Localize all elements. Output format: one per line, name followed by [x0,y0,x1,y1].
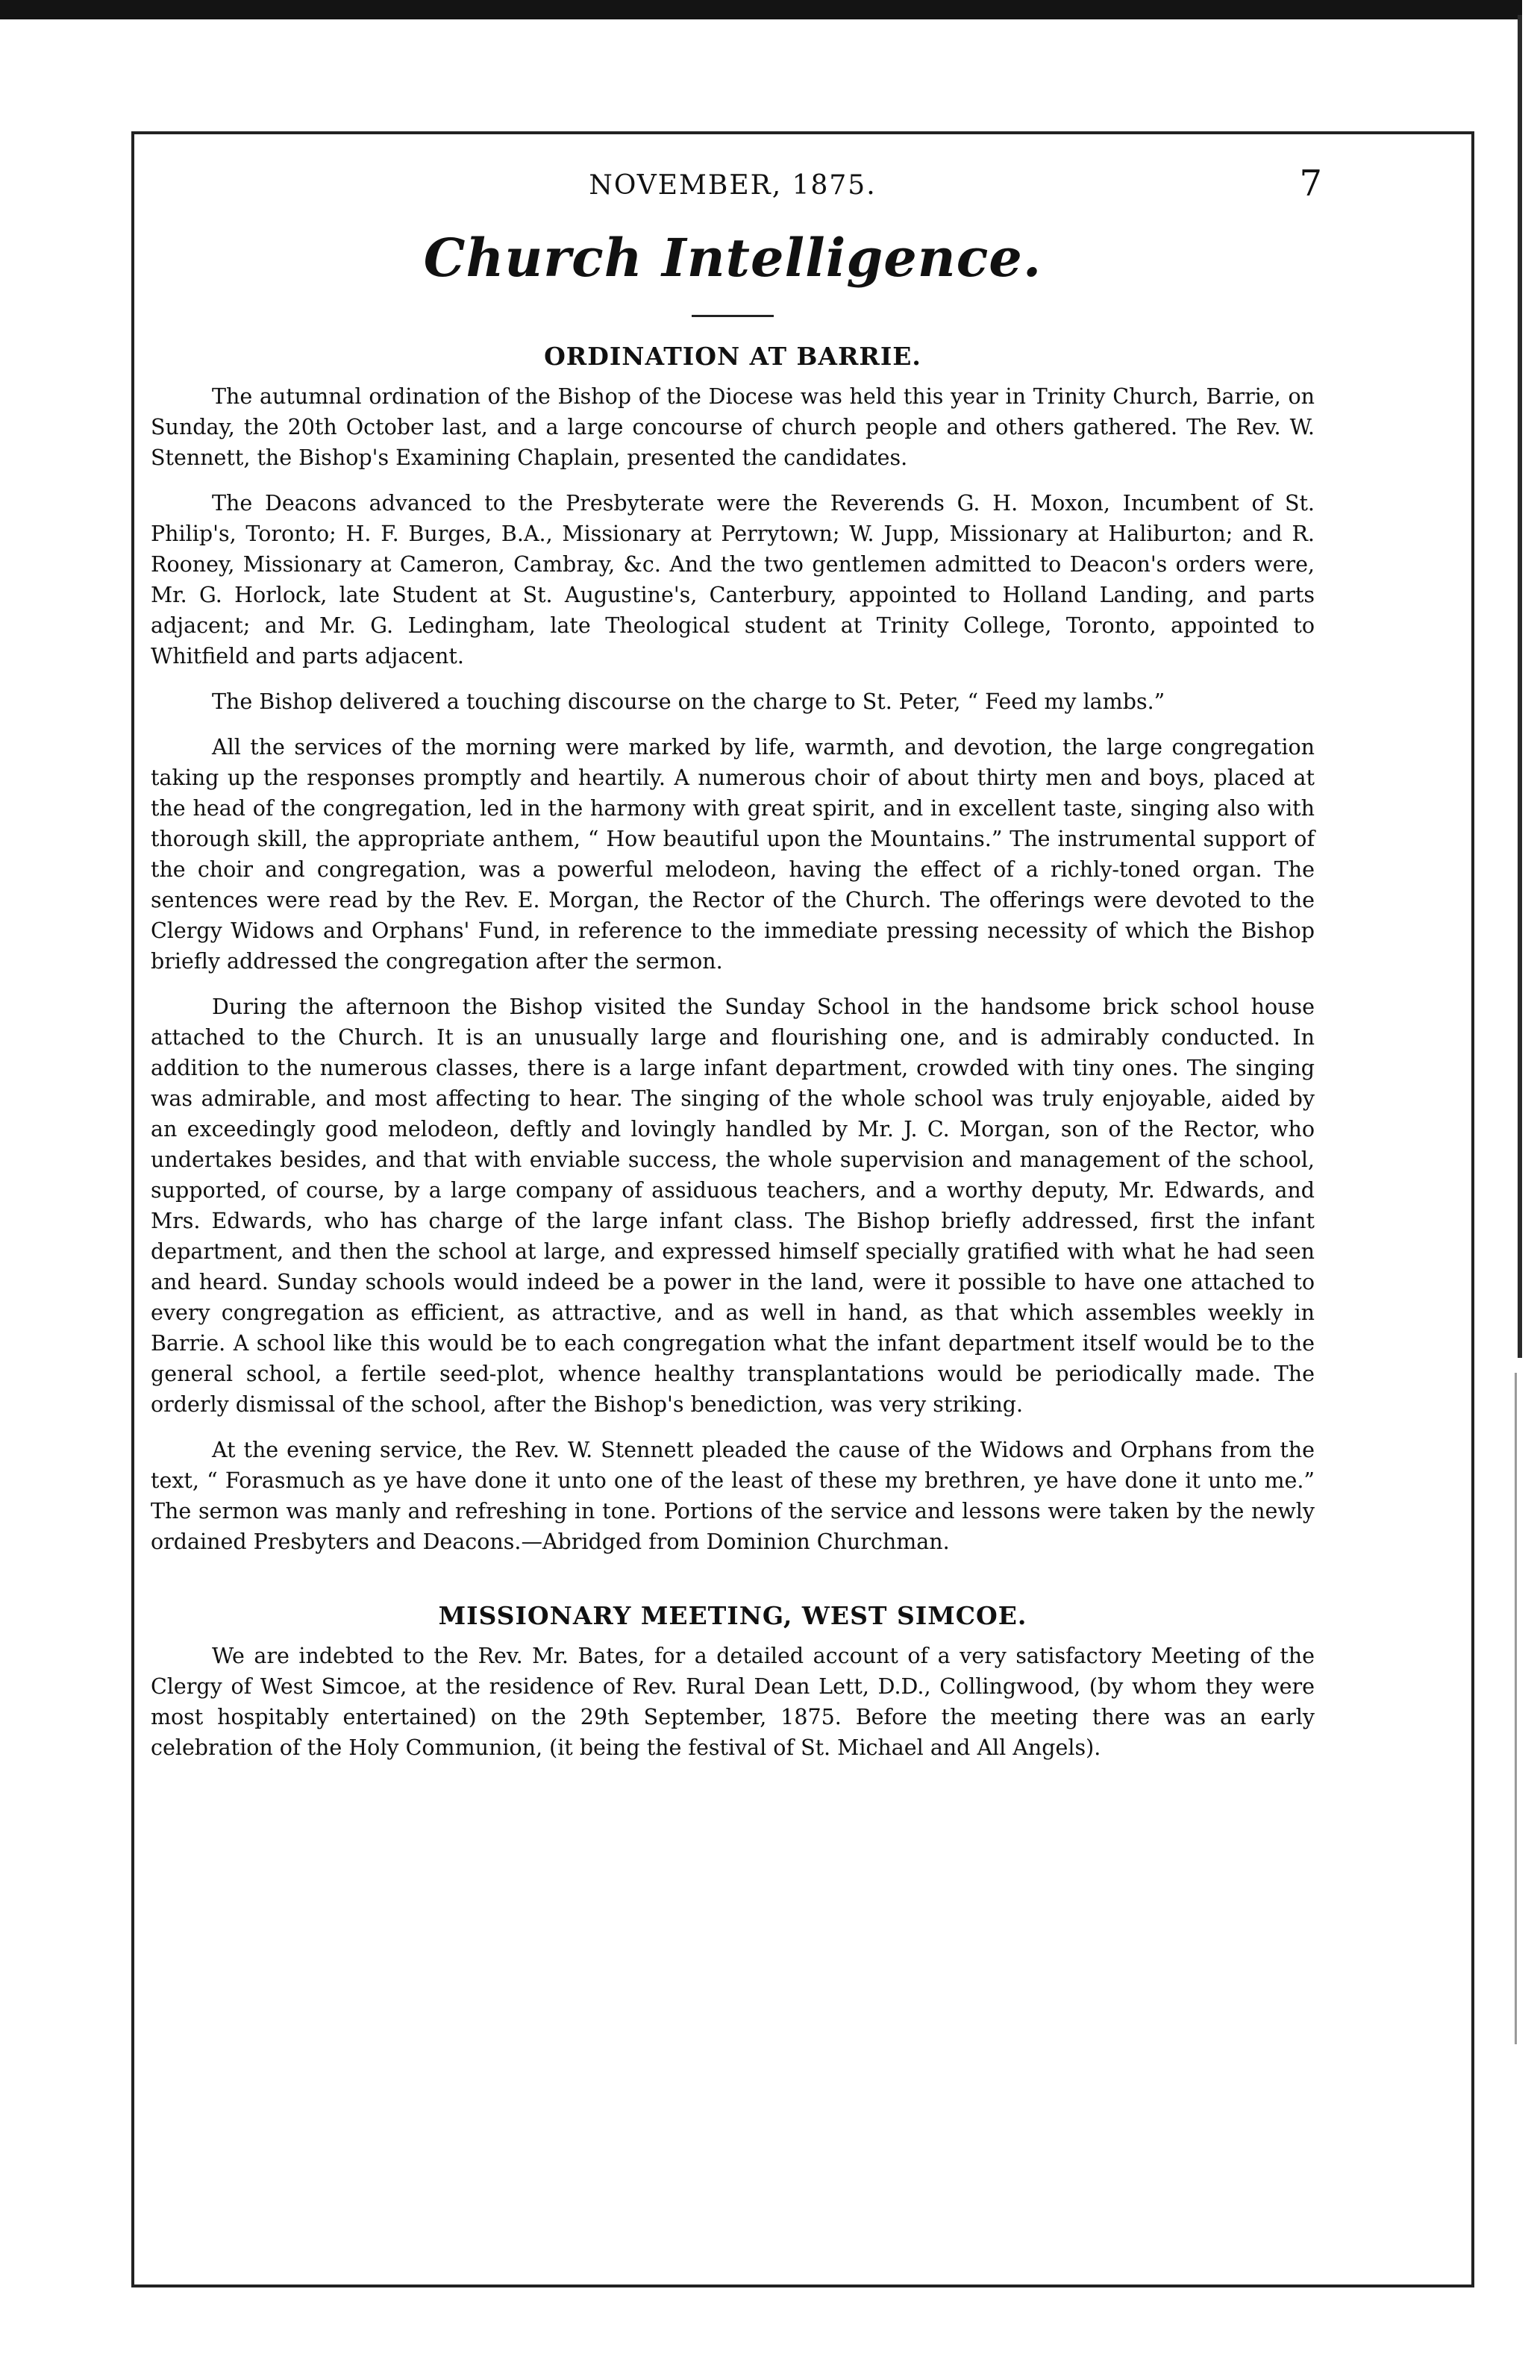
scan-border-top [0,0,1522,19]
page-frame-right [1471,131,1474,2287]
article-ordination [151,339,1315,1557]
issue-date: NOVEMBER, 1875. [589,170,877,201]
scan-border-right-lower [1515,1373,1517,2044]
article-missionary-meeting [151,1599,1315,1763]
paragraph: At the evening service, the Rev. W. Stennett pleaded the cause of the Widows and Orphans from the text, “ Forasmuch as ye have done it unto one of the least of these my brethren, ye have done it unto me.” The sermon was manly and refreshing in tone. Portions of the service and lessons were taken by the newly ordained Presbyters and Deacons.—Abridged from Dominion Churchman. [151,1438,1315,1554]
page-body [151,163,1322,1778]
paragraph: During the afternoon the Bishop visited the Sunday School in the handsome brick school house attached to the Church. It is an unusually large and flourishing one, and is admirably conducted. In addition to the numerous classes, there is a large infant department, crowded with tiny ones. The singing was admirable, and most affecting to hear. The singing of the whole school was truly enjoyable, aided by an exceedingly good melodeon, deftly and lovingly handled by Mr. J. C. Morgan, son of the Rector, who undertakes besides, and that with enviable success, the whole supervision and management of the school, supported, of course, by a large company of assiduous teachers, and a worthy deputy, Mr. Edwards, and Mrs. Edwards, who has charge of the large infant class. The Bishop briefly addressed, first the infant department, and then the school at large, and expressed himself specially gratified with what he had seen and heard. Sunday schools would indeed be a power in the land, were it possible to have one attached to every congregation as efficient, as attractive, and as well in hand, as that which assembles weekly in Barrie. A school like this would be to each congregation what the infant department itself would be to the general school, a fertile seed-plot, whence healthy transplantations would be periodically made. The orderly dismissal of the school, after the Bishop's benediction, was very striking. [151,995,1315,1417]
section-title: Church Intelligence. [423,227,1042,289]
page-frame-top [131,131,1474,134]
running-head [151,163,1322,216]
article-heading: ORDINATION AT BARRIE. [544,342,921,371]
page-number: 7 [1299,163,1322,204]
paragraph: All the services of the morning were marked by life, warmth, and devotion, the large congregation taking up the responses promptly and heartily. A numerous choir of about thirty men and boys, placed at the head of the congregation, led in the harmony with great spirit, and in excellent taste, singing also with thorough skill, the appropriate anthem, “ How beautiful upon the Mountains.” The instrumental support of the choir and congregation, was a powerful melodeon, having the effect of a richly-toned organ. The sentences were read by the Rev. E. Morgan, the Rector of the Church. The offerings were devoted to the Clergy Widows and Orphans' Fund, in reference to the immediate pressing necessity of which the Bishop briefly addressed the congregation after the sermon. [151,735,1315,974]
scan-border-right [1518,15,1522,1358]
paragraph: The Bishop delivered a touching discourse on the charge to St. Peter, “ Feed my lambs.” [212,689,1165,714]
paragraph: The autumnal ordination of the Bishop of the Diocese was held this year in Trinity Church, Barrie, on Sunday, the 20th October last, and a large concourse of church people and others gathered. The Rev. W. Stennett, the Bishop's Examining Chaplain, presented the candidates. [151,384,1315,470]
paragraph: The Deacons advanced to the Presbyterate were the Reverends G. H. Moxon, Incumbent of St. Philip's, Toronto; H. F. Burges, B.A., Missionary at Perrytown; W. Jupp, Missionary at Haliburton; and R. Rooney, Missionary at Cameron, Cambray, &c. And the two gentlemen admitted to Deacon's orders were, Mr. G. Horlock, late Student at St. Augustine's, Canterbury, appointed to Holland Landing, and parts adjacent; and Mr. G. Ledingham, late Theological student at Trinity College, Toronto, appointed to Whitfield and parts adjacent. [151,491,1315,668]
paragraph: We are indebted to the Rev. Mr. Bates, for a detailed account of a very satisfactory Meeting of the Clergy of West Simcoe, at the residence of Rev. Rural Dean Lett, D.D., Collingwood, (by whom they were most hospitably entertained) on the 29th September, 1875. Before the meeting there was an early celebration of the Holy Communion, (it being the festival of St. Michael and All Angels). [151,1644,1315,1760]
page-frame-left [131,131,134,2287]
article-heading: MISSIONARY MEETING, WEST SIMCOE. [438,1601,1027,1630]
page-frame-bottom [131,2285,1474,2287]
title-rule [692,315,774,317]
